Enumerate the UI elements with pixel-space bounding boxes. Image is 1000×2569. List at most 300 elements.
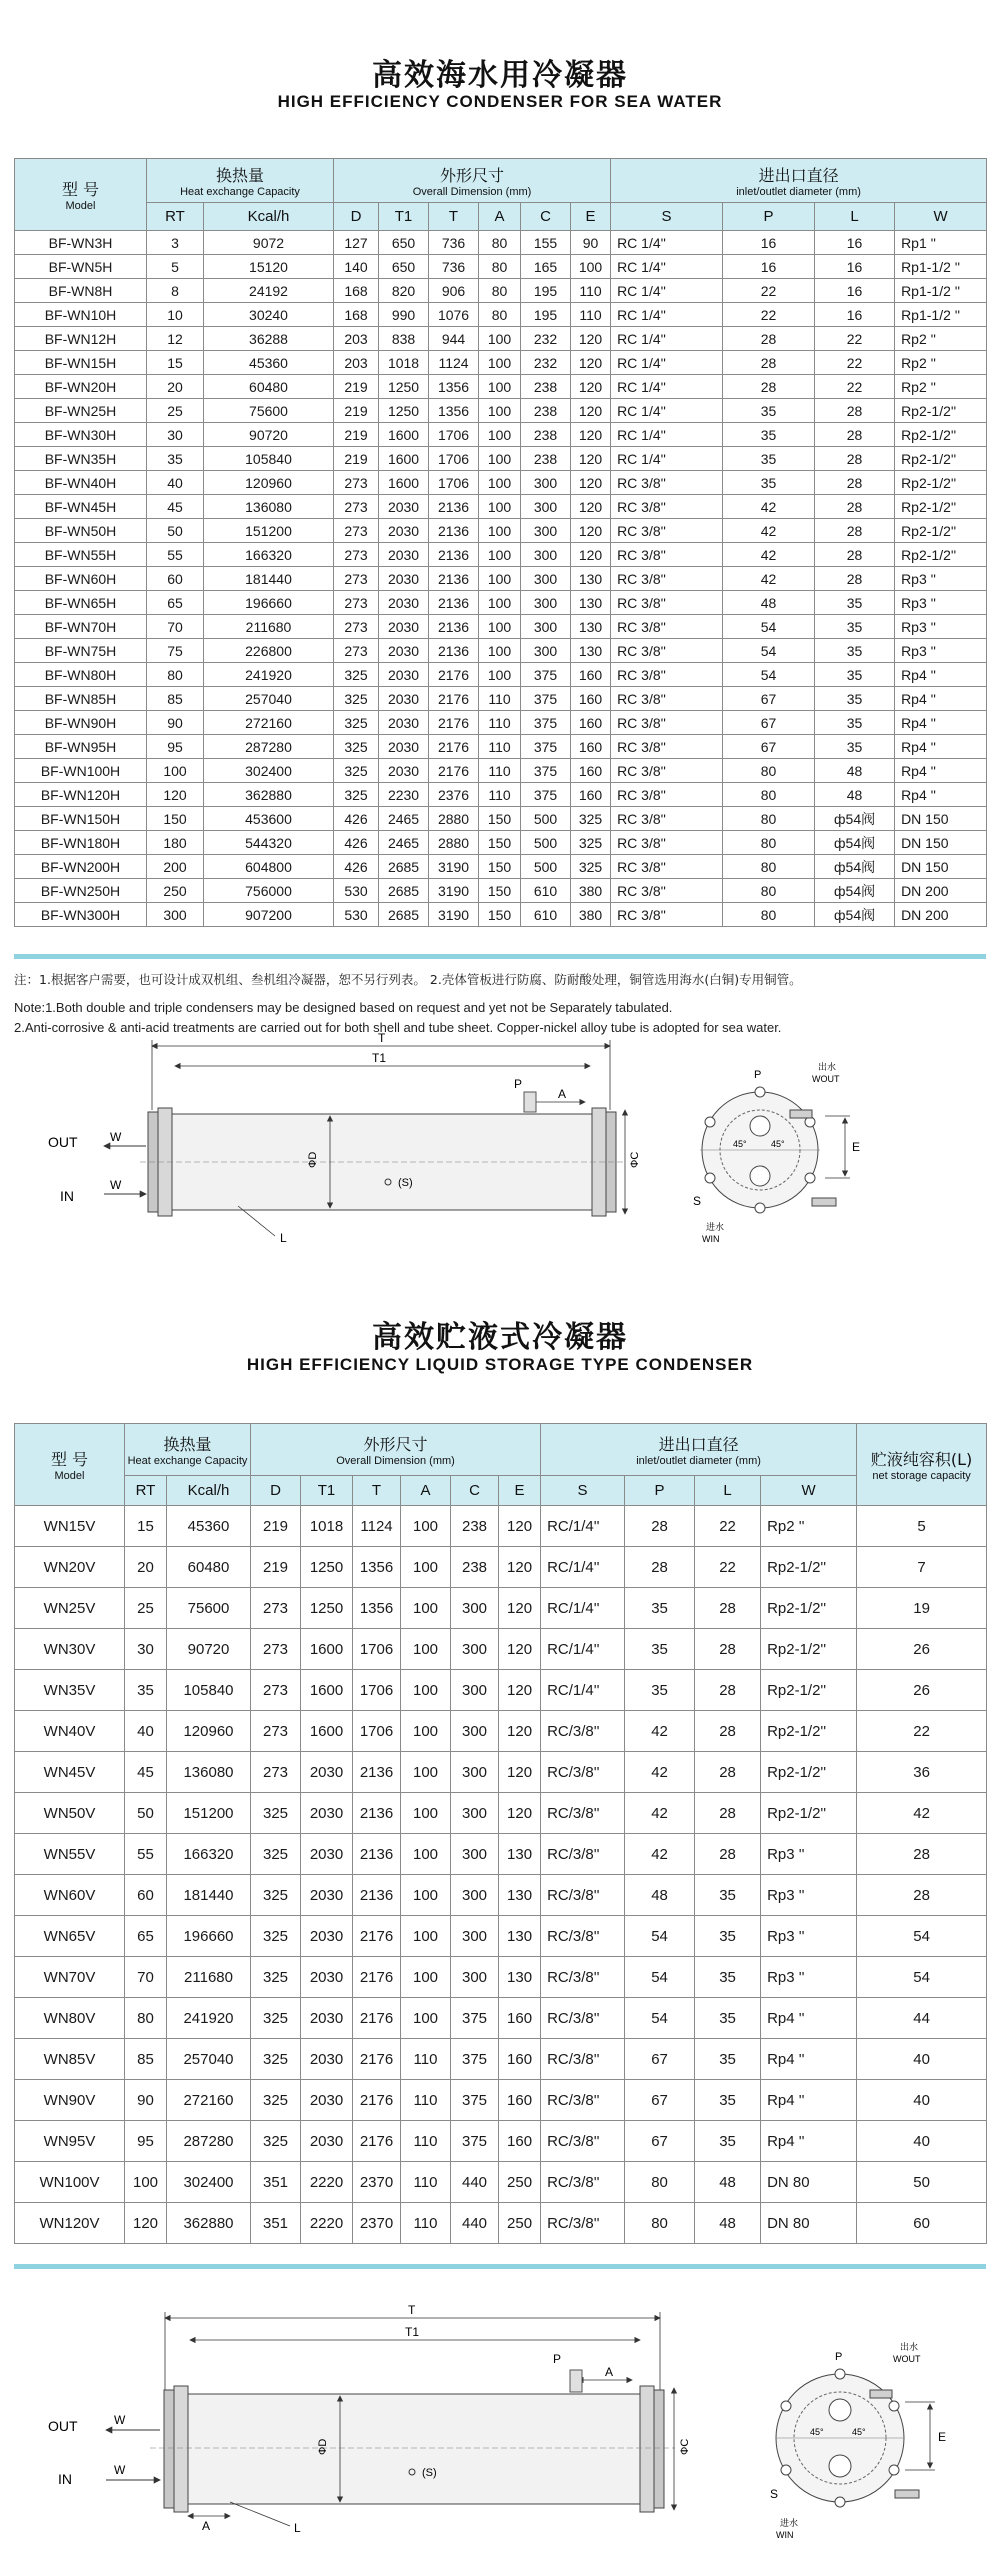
table-cell: 110	[479, 759, 521, 783]
table-cell: RC/3/8''	[541, 2162, 625, 2203]
table-cell: RC 3/8''	[611, 903, 723, 927]
model-cell: WN50V	[15, 1793, 125, 1834]
table-cell: 5	[147, 255, 204, 279]
table-cell: RC/3/8''	[541, 2080, 625, 2121]
table-cell: 165	[521, 255, 571, 279]
table-cell: RC/1/4''	[541, 1629, 625, 1670]
header-storage-capacity: 贮液纯容积(L) net storage capacity	[857, 1424, 987, 1506]
table-cell: 90720	[204, 423, 334, 447]
table-cell: RC 1/4''	[611, 447, 723, 471]
table-cell: 95	[147, 735, 204, 759]
table-cell: 160	[499, 2039, 541, 2080]
table-cell: 136080	[204, 495, 334, 519]
table-row	[15, 471, 987, 495]
table-cell: 2030	[379, 495, 429, 519]
table-cell: 1250	[379, 375, 429, 399]
table-cell: 15	[147, 351, 204, 375]
table-cell: 2136	[353, 1793, 401, 1834]
table-cell: 15	[125, 1506, 167, 1547]
table-cell: DN 150	[895, 831, 987, 855]
table-cell: 90	[147, 711, 204, 735]
table-cell: 65	[147, 591, 204, 615]
label-d: ФD	[307, 1151, 319, 1168]
table-cell: 300	[521, 567, 571, 591]
table-row	[15, 2203, 987, 2244]
table-cell: 130	[499, 1875, 541, 1916]
table-cell: 2465	[379, 831, 429, 855]
table-cell: 42	[625, 1711, 695, 1752]
table-cell: Rp3 ''	[895, 567, 987, 591]
table-cell: Rp2-1/2''	[895, 543, 987, 567]
table-cell: 150	[479, 879, 521, 903]
table-cell: 250	[147, 879, 204, 903]
table-cell: 287280	[167, 2121, 251, 2162]
column-header-d: D	[251, 1476, 301, 1506]
table-cell: RC/1/4''	[541, 1506, 625, 1547]
table-cell: 35	[695, 1916, 761, 1957]
table-cell: RC/1/4''	[541, 1547, 625, 1588]
table-cell: 2176	[429, 759, 479, 783]
model-cell: BF-WN55H	[15, 543, 147, 567]
table-cell: 60	[857, 2203, 987, 2244]
table-cell: Rp3 ''	[895, 615, 987, 639]
table-cell: 100	[401, 1752, 451, 1793]
table-cell: 160	[499, 2080, 541, 2121]
column-header-e: E	[499, 1476, 541, 1506]
table-cell: 650	[379, 255, 429, 279]
table-cell: 100	[479, 567, 521, 591]
table-cell: 35	[815, 687, 895, 711]
table-cell: 219	[251, 1547, 301, 1588]
table-cell: 80	[147, 663, 204, 687]
table-cell: 25	[125, 1588, 167, 1629]
table-cell: 1356	[429, 399, 479, 423]
table-cell: 756000	[204, 879, 334, 903]
table-cell: 75600	[204, 399, 334, 423]
table-cell: 375	[451, 1998, 499, 2039]
model-cell: BF-WN30H	[15, 423, 147, 447]
table-cell: 650	[379, 231, 429, 255]
label-w-in: W	[110, 1178, 122, 1192]
table-cell: 120	[499, 1752, 541, 1793]
table-cell: 907200	[204, 903, 334, 927]
table-cell: 219	[251, 1506, 301, 1547]
table-cell: 100	[401, 1629, 451, 1670]
table-cell: 110	[571, 303, 611, 327]
table-row	[15, 687, 987, 711]
table-cell: 2176	[353, 1957, 401, 1998]
table-cell: RC/3/8''	[541, 1916, 625, 1957]
column-header-rt: RT	[147, 203, 204, 231]
table-cell: Rp2-1/2''	[761, 1670, 857, 1711]
model-cell: BF-WN35H	[15, 447, 147, 471]
table-row	[15, 2039, 987, 2080]
table-cell: 40	[125, 1711, 167, 1752]
table-cell: 736	[429, 231, 479, 255]
table-cell: 100	[401, 1711, 451, 1752]
column-header-s: S	[611, 203, 723, 231]
table-cell: 28	[815, 399, 895, 423]
table-cell: 42	[723, 519, 815, 543]
model-cell: WN35V	[15, 1670, 125, 1711]
table-cell: 28	[723, 375, 815, 399]
table-cell: RC/3/8''	[541, 1957, 625, 1998]
table-cell: 166320	[167, 1834, 251, 1875]
table-cell: Rp2-1/2''	[895, 471, 987, 495]
table-cell: Rp3 ''	[895, 591, 987, 615]
header-overall-dimension-2: 外形尺寸 Overall Dimension (mm)	[251, 1424, 541, 1476]
header-heat-capacity-2: 换热量 Heat exchange Capacity	[125, 1424, 251, 1476]
label-w-out-2: W	[114, 2413, 126, 2427]
table-row	[15, 783, 987, 807]
table-cell: 90	[571, 231, 611, 255]
table-cell: 48	[625, 1875, 695, 1916]
table-row	[15, 2080, 987, 2121]
table-cell: 2685	[379, 903, 429, 927]
table-cell: 54	[625, 1957, 695, 1998]
table-cell: 238	[521, 423, 571, 447]
table-cell: 100	[479, 543, 521, 567]
table-cell: 16	[723, 255, 815, 279]
table-cell: 120	[499, 1629, 541, 1670]
table-cell: 28	[695, 1793, 761, 1834]
table-cell: Rp4 ''	[895, 759, 987, 783]
table-cell: 211680	[204, 615, 334, 639]
model-cell: WN20V	[15, 1547, 125, 1588]
table-cell: 48	[695, 2162, 761, 2203]
table-cell: 181440	[167, 1875, 251, 1916]
table-cell: 150	[479, 831, 521, 855]
table-cell: 100	[479, 519, 521, 543]
table-cell: 100	[479, 423, 521, 447]
table-cell: 120	[571, 543, 611, 567]
table-cell: 28	[695, 1588, 761, 1629]
table-cell: 375	[521, 735, 571, 759]
table-cell: 136080	[167, 1752, 251, 1793]
table-cell: 54	[723, 663, 815, 687]
table-row	[15, 567, 987, 591]
table-cell: 54	[857, 1916, 987, 1957]
table-cell: 130	[571, 591, 611, 615]
table-cell: 130	[571, 639, 611, 663]
model-cell: WN55V	[15, 1834, 125, 1875]
table-cell: 35	[695, 1875, 761, 1916]
column-header-a: A	[479, 203, 521, 231]
note-en-1: Note:1.Both double and triple condensers may be designed based on request and yet not be Separately tabulated.	[14, 1000, 673, 1015]
table-cell: 2880	[429, 831, 479, 855]
table-row	[15, 711, 987, 735]
table-cell: 604800	[204, 855, 334, 879]
table-row	[15, 1752, 987, 1793]
label-e: E	[852, 1140, 861, 1154]
table-cell: 2030	[379, 615, 429, 639]
table-cell: 180	[147, 831, 204, 855]
table-cell: 100	[479, 471, 521, 495]
table-cell: 1600	[301, 1711, 353, 1752]
label-p-2: P	[553, 2352, 562, 2366]
table-cell: 80	[723, 759, 815, 783]
table-cell: 219	[334, 375, 379, 399]
label-w-in-2: W	[114, 2463, 126, 2477]
table-cell: 40	[857, 2121, 987, 2162]
table-cell: 426	[334, 855, 379, 879]
label-l: L	[280, 1231, 287, 1245]
table-cell: 28	[695, 1752, 761, 1793]
table-cell: 1600	[301, 1670, 353, 1711]
table-cell: 2030	[301, 1793, 353, 1834]
table-cell: 273	[251, 1670, 301, 1711]
table-cell: 325	[251, 1834, 301, 1875]
table-cell: RC 3/8''	[611, 495, 723, 519]
table-row	[15, 279, 987, 303]
table-cell: 80	[125, 1998, 167, 2039]
table-cell: 30	[125, 1629, 167, 1670]
table-cell: 375	[521, 783, 571, 807]
table-cell: 80	[723, 783, 815, 807]
table-cell: DN 200	[895, 903, 987, 927]
table-cell: 2176	[353, 1998, 401, 2039]
table-cell: 67	[723, 687, 815, 711]
table-cell: 100	[401, 1670, 451, 1711]
column-header-w: W	[761, 1476, 857, 1506]
table-cell: 203	[334, 327, 379, 351]
table-cell: 95	[125, 2121, 167, 2162]
label-l-2: L	[294, 2521, 301, 2535]
table-cell: 35	[695, 1998, 761, 2039]
table-cell: 195	[521, 303, 571, 327]
table-cell: RC 3/8''	[611, 855, 723, 879]
label-s-center: (S)	[398, 1177, 413, 1189]
table-cell: 28	[815, 519, 895, 543]
table-cell: Rp4 ''	[895, 735, 987, 759]
table-cell: 273	[334, 615, 379, 639]
table-cell: 2030	[301, 2121, 353, 2162]
table-cell: 500	[521, 855, 571, 879]
table-cell: 80	[479, 279, 521, 303]
column-header-l: L	[695, 1476, 761, 1506]
table-cell: 120	[571, 447, 611, 471]
table-row	[15, 1629, 987, 1670]
table-cell: 120960	[167, 1711, 251, 1752]
column-header-p: P	[723, 203, 815, 231]
table-cell: 2136	[429, 567, 479, 591]
table-cell: 944	[429, 327, 479, 351]
table-cell: 500	[521, 831, 571, 855]
table-cell: 100	[401, 1834, 451, 1875]
table-cell: 3190	[429, 903, 479, 927]
label-inlet-en-2: WIN	[776, 2530, 794, 2540]
table-cell: 375	[451, 2039, 499, 2080]
table-cell: 150	[479, 903, 521, 927]
table-cell: 110	[401, 2121, 451, 2162]
model-cell: BF-WN3H	[15, 231, 147, 255]
table-cell: 2370	[353, 2162, 401, 2203]
table-cell: 362880	[167, 2203, 251, 2244]
table-cell: 54	[625, 1916, 695, 1957]
table-cell: 196660	[167, 1916, 251, 1957]
table-cell: 85	[147, 687, 204, 711]
table-cell: 273	[334, 471, 379, 495]
table-cell: 272160	[167, 2080, 251, 2121]
table-cell: 325	[251, 2039, 301, 2080]
table-cell: 35	[625, 1629, 695, 1670]
table-cell: 300	[521, 543, 571, 567]
table-cell: 2136	[429, 639, 479, 663]
label-outlet-en: WOUT	[812, 1074, 840, 1084]
table-cell: 50	[125, 1793, 167, 1834]
table-cell: 60	[147, 567, 204, 591]
table-cell: 1706	[429, 447, 479, 471]
table-cell: Rp2 ''	[895, 351, 987, 375]
table-cell: 2880	[429, 807, 479, 831]
table-cell: 67	[625, 2039, 695, 2080]
model-cell: BF-WN90H	[15, 711, 147, 735]
table-cell: 35	[815, 591, 895, 615]
table-cell: 168	[334, 303, 379, 327]
table-row	[15, 831, 987, 855]
table-cell: RC 1/4''	[611, 399, 723, 423]
table-cell: 42	[625, 1834, 695, 1875]
table-cell: 60480	[204, 375, 334, 399]
table-cell: 120	[571, 495, 611, 519]
table-cell: 300	[451, 1957, 499, 1998]
table-cell: 30	[147, 423, 204, 447]
table-cell: 35	[695, 2121, 761, 2162]
table-cell: 28	[815, 543, 895, 567]
model-cell: BF-WN40H	[15, 471, 147, 495]
table-cell: 273	[334, 591, 379, 615]
table-cell: 160	[571, 663, 611, 687]
table-cell: 2136	[429, 495, 479, 519]
label-e-2: E	[938, 2430, 947, 2444]
table-cell: 28	[695, 1834, 761, 1875]
table-cell: 1600	[379, 423, 429, 447]
table-cell: 100	[401, 1793, 451, 1834]
table-cell: 130	[499, 1834, 541, 1875]
table-cell: 195	[521, 279, 571, 303]
table-cell: 168	[334, 279, 379, 303]
table-cell: 160	[571, 687, 611, 711]
table-cell: Rp2-1/2''	[761, 1752, 857, 1793]
table-cell: 28	[815, 447, 895, 471]
table-cell: RC 1/4''	[611, 279, 723, 303]
table-cell: 110	[401, 2203, 451, 2244]
table-cell: 130	[499, 1957, 541, 1998]
table-cell: 28	[695, 1711, 761, 1752]
table-cell: 120	[571, 375, 611, 399]
table-cell: 48	[695, 2203, 761, 2244]
table-cell: 35	[815, 735, 895, 759]
table-cell: 273	[251, 1629, 301, 1670]
label-s-end: S	[693, 1194, 702, 1208]
table-cell: 219	[334, 447, 379, 471]
table-cell: 28	[815, 495, 895, 519]
table-cell: Rp2-1/2''	[895, 399, 987, 423]
label-s-end-2: S	[770, 2487, 779, 2501]
model-cell: BF-WN85H	[15, 687, 147, 711]
table-cell: RC 3/8''	[611, 615, 723, 639]
table-cell: RC 1/4''	[611, 351, 723, 375]
table-row	[15, 1875, 987, 1916]
table-cell: RC 1/4''	[611, 423, 723, 447]
table-cell: 273	[251, 1588, 301, 1629]
table-cell: 100	[479, 327, 521, 351]
table-cell: 151200	[204, 519, 334, 543]
table-cell: 110	[479, 783, 521, 807]
table-cell: 160	[499, 1998, 541, 2039]
table-cell: 272160	[204, 711, 334, 735]
table-cell: 16	[815, 279, 895, 303]
table-cell: 2176	[429, 663, 479, 687]
model-cell: BF-WN120H	[15, 783, 147, 807]
table-cell: 530	[334, 903, 379, 927]
column-header-p: P	[625, 1476, 695, 1506]
table-cell: 35	[625, 1588, 695, 1629]
table-cell: 250	[499, 2203, 541, 2244]
table-cell: ф54阀	[815, 879, 895, 903]
table-cell: 16	[723, 231, 815, 255]
table-cell: 105840	[167, 1670, 251, 1711]
model-cell: BF-WN100H	[15, 759, 147, 783]
table-cell: 110	[401, 2162, 451, 2203]
table-cell: 120	[571, 519, 611, 543]
table-cell: 273	[334, 639, 379, 663]
table-cell: 2030	[301, 1834, 353, 1875]
table-cell: 100	[401, 1998, 451, 2039]
table-row	[15, 303, 987, 327]
table-cell: 110	[479, 711, 521, 735]
table-cell: 238	[521, 375, 571, 399]
table-cell: 70	[147, 615, 204, 639]
table-cell: 36288	[204, 327, 334, 351]
table-cell: 100	[401, 1957, 451, 1998]
label-outlet-cn-2: 出水	[900, 2342, 919, 2352]
table-cell: 100	[479, 639, 521, 663]
table-cell: 2176	[353, 2080, 401, 2121]
table-cell: 100	[401, 1547, 451, 1588]
table-cell: 20	[125, 1547, 167, 1588]
table-cell: 325	[334, 687, 379, 711]
table-cell: 80	[625, 2162, 695, 2203]
table-row	[15, 351, 987, 375]
section2-title-en: HIGH EFFICIENCY LIQUID STORAGE TYPE CONDENSER	[246, 1355, 754, 1374]
table-row	[15, 2162, 987, 2203]
table-cell: 40	[147, 471, 204, 495]
section1-title-cn: 高效海水用冷凝器	[372, 58, 628, 93]
table-cell: Rp4 ''	[895, 687, 987, 711]
table-cell: 100	[401, 1506, 451, 1547]
table-cell: RC 3/8''	[611, 759, 723, 783]
table-cell: 35	[695, 1957, 761, 1998]
table-cell: 100	[479, 375, 521, 399]
table-cell: Rp3 ''	[761, 1957, 857, 1998]
table-row	[15, 1711, 987, 1752]
table-cell: 453600	[204, 807, 334, 831]
table-cell: 238	[451, 1547, 499, 1588]
column-header-t1: T1	[379, 203, 429, 231]
table-cell: RC/3/8''	[541, 2203, 625, 2244]
label-outlet-cn: 出水	[818, 1062, 837, 1072]
table-cell: RC/3/8''	[541, 1875, 625, 1916]
table-cell: 2136	[353, 1875, 401, 1916]
table-cell: 300	[147, 903, 204, 927]
table-cell: 15120	[204, 255, 334, 279]
table-cell: Rp2-1/2''	[761, 1588, 857, 1629]
table-row	[15, 1588, 987, 1629]
model-cell: BF-WN70H	[15, 615, 147, 639]
table-cell: 250	[499, 2162, 541, 2203]
table-cell: 22	[723, 279, 815, 303]
